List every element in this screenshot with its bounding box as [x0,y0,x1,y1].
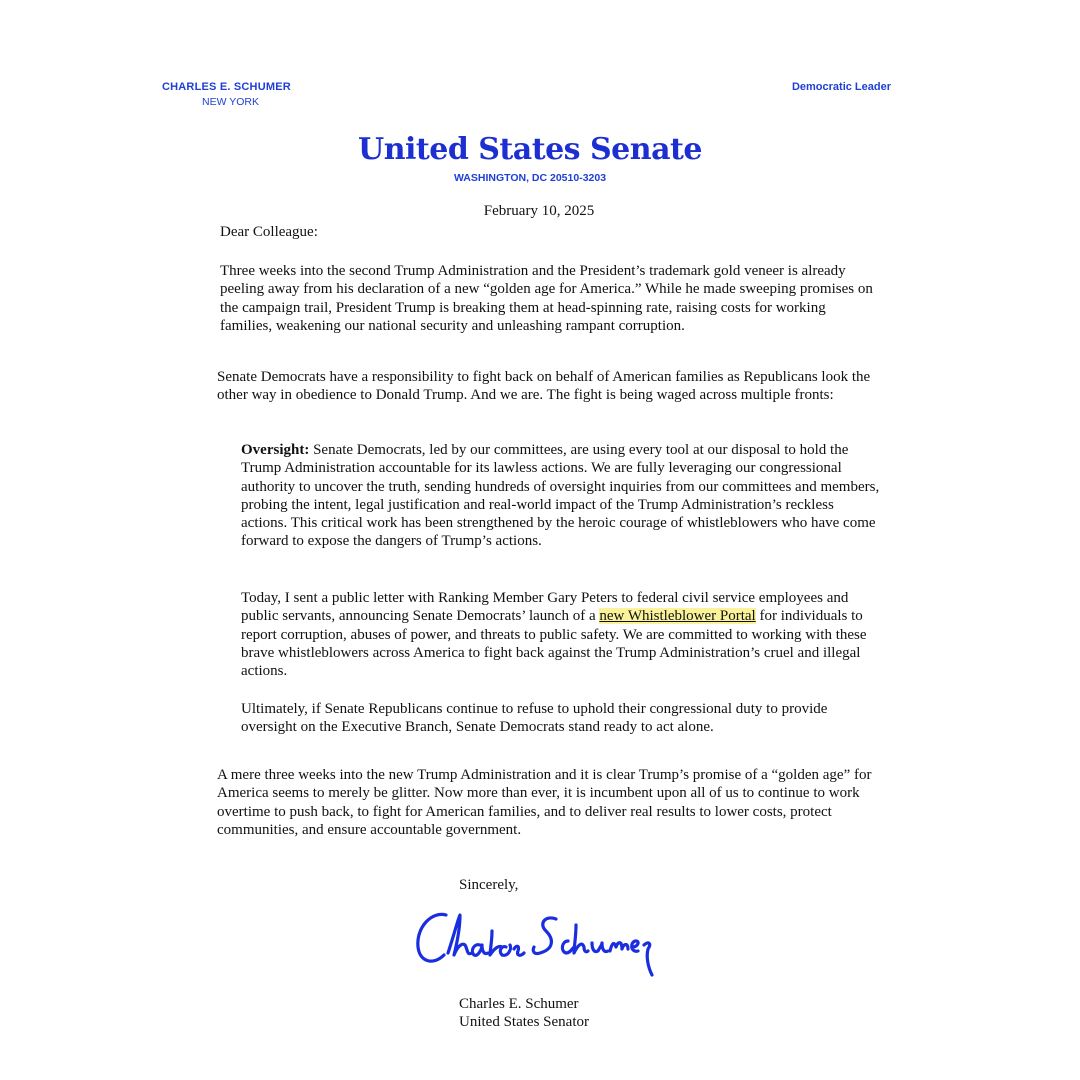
whistleblower-portal-link[interactable]: new Whistleblower Portal [599,608,756,625]
letterhead-left [162,81,291,108]
oversight-body: Senate Democrats, led by our committees, are using every tool at our disposal to hold the Trump Administration accountable for its lawless actions. We are fully leveraging our congressional authority to uncover the truth, sending hundreds of oversight inquiries from our committees and members, probing the intent, legal justification and real-world impact of the Trump Administration’s reckless actions. This critical work has been strengthened by the heroic courage of whistleblowers who have come forward to expose the dangers of Trump’s actions. [241,442,880,550]
letterhead-state: NEW YORK [202,96,259,108]
signer-name: Charles E. Schumer [459,996,579,1012]
signature-image [408,905,658,980]
letter-date: February 10, 2025 [483,203,595,219]
whistleblower-text-after: for individuals to report corruption, abuses of power, and threats to public safety. We are committed to working with these brave whistleblowers across America to fight back against the Trump Administration’s cruel and illegal actions. [241,608,867,680]
paragraph-responsibility: Senate Democrats have a responsibility to fight back on behalf of American families as Republicans look the other way in obedience to Donald Trump. And we are. The fight is being waged across multiple fronts: [217,369,871,404]
whistleblower-text-before: Today, I sent a public letter with Ranking Member Gary Peters to federal civil service employees and public servants, announcing Senate Democrats’ launch of a [241,590,849,625]
letterhead-name: CHARLES E. SCHUMER [162,81,291,93]
oversight-label: Oversight: [241,442,310,458]
paragraph-oversight [241,441,881,551]
senate-title: United States Senate [358,132,702,167]
closing: Sincerely, [459,877,519,893]
paragraph-whistleblower [241,589,881,680]
senate-address: WASHINGTON, DC 20510-3203 [453,172,607,184]
paragraph-conclusion: A mere three weeks into the new Trump Administration and it is clear Trump’s promise of a “golden age” for America seems to merely be glitter. Now more than ever, it is incumbent upon all of us to continue to work overtime to push back, to fight for American families, and to deliver real results to lower costs, protect communities, and ensure accountable government. [217,767,872,838]
signer-title: United States Senator [459,1014,589,1030]
salutation: Dear Colleague: [220,224,318,240]
letterhead-role: Democratic Leader [791,81,891,93]
paragraph-ultimately: Ultimately, if Senate Republicans continue to refuse to uphold their congressional duty to provide oversight on the Executive Branch, Senate Democrats stand ready to act alone. [241,701,828,736]
paragraph-intro: Three weeks into the second Trump Administration and the President’s trademark gold veneer is already peeling away from his declaration of a new “golden age for America.” While he made sweeping promises on the campaign trail, President Trump is breaking them at head-spinning rate, raising costs for working families, weakening our national security and unleashing rampant corruption. [220,263,873,334]
